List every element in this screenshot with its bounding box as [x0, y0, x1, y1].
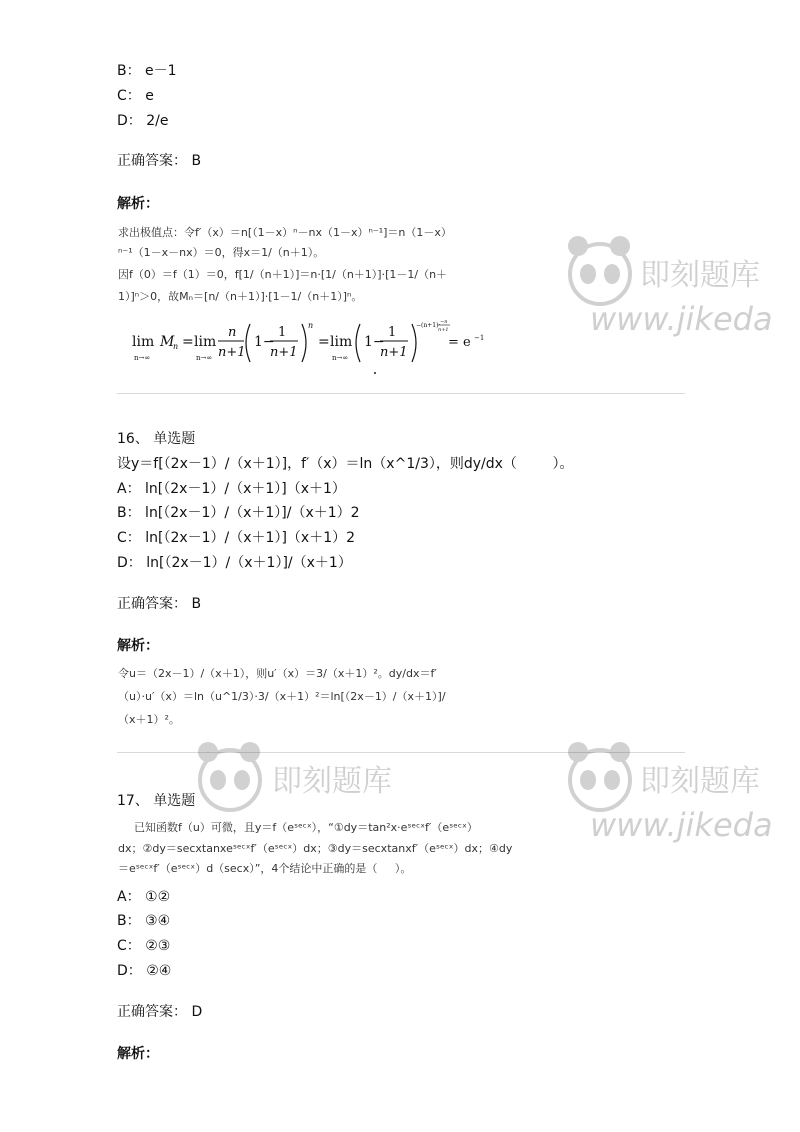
formula-frac-num: n	[228, 325, 237, 340]
q16-analysis-line-3: （x＋1）²。	[118, 713, 180, 726]
formula-exp-n: n	[308, 321, 314, 330]
limit-formula	[130, 318, 490, 370]
formula-M-sub: n	[173, 342, 179, 351]
svg-text:=: =	[318, 334, 330, 350]
q16-option-d: D： ln[（2x－1）/（x＋1）]/（x＋1）	[117, 555, 352, 571]
panda-watermark-icon	[190, 738, 270, 818]
q17-header: 17、 单选题	[117, 793, 196, 809]
q16-option-b: B： ln[（2x－1）/（x＋1）]/（x＋1）2	[117, 505, 360, 521]
q15-option-b: B： e－1	[117, 63, 177, 79]
formula-lim-sub-3: n→∞	[332, 354, 349, 362]
q17-question-line-2: dx；②dy＝secxtanxeˢᵉᶜˣf′（eˢᵉᶜˣ）dx；③dy＝secxtanxf′（eˢᵉᶜˣ）dx；④dy	[118, 842, 513, 855]
formula-frac-den: n+1	[218, 345, 246, 360]
q17-analysis-label: 解析：	[117, 1046, 159, 1062]
formula-lim-3: lim	[330, 334, 353, 350]
q16-answer: 正确答案： B	[117, 596, 202, 612]
q15-option-c: C： e	[117, 88, 154, 104]
divider-1	[117, 393, 685, 394]
q16-question: 设y＝f[（2x－1）/（x＋1）]，f′（x）＝ln（x^1/3），则dy/dx（ ）。	[117, 456, 574, 472]
formula-lim-sub-2: n→∞	[196, 354, 213, 362]
formula-result: = e	[448, 335, 471, 350]
formula-one-minus-1: 1−	[254, 334, 275, 350]
svg-text:=: =	[182, 334, 194, 350]
q15-analysis-line-2: ⁿ⁻¹（1－x－nx）＝0，得x＝1/（n＋1）。	[118, 246, 325, 259]
q17-option-d: D： ②④	[117, 963, 172, 979]
formula-one-minus-2: 1−	[364, 334, 385, 350]
q16-analysis-line-2: （u）·u′（x）＝ln（u^1/3）·3/（x＋1）²＝ln[（2x－1）/（x＋1）]/	[118, 690, 446, 703]
q15-analysis-line-1: 求出极值点：令f′（x）＝n[（1－x）ⁿ－nx（1－x）ⁿ⁻¹]＝n（1－x）	[118, 226, 452, 239]
watermark-brand-1: 即刻题库	[640, 258, 760, 293]
q15-analysis-line-3: 因f（0）＝f（1）＝0，f[1/（n＋1）]＝n·[1/（n＋1）]·[1－1/（n＋	[118, 268, 448, 281]
q17-question-line-1: 已知函数f（u）可微，且y＝f（eˢᵉᶜˣ），“①dy＝tan²x·eˢᵉᶜˣf′（eˢᵉᶜˣ）	[134, 821, 478, 834]
q16-option-a: A： ln[（2x－1）/（x＋1）]（x＋1）	[117, 481, 346, 497]
q15-analysis-label: 解析：	[117, 196, 159, 212]
stray-dot	[374, 372, 376, 374]
watermark-url-2: www.jikeda	[590, 806, 773, 844]
q17-answer: 正确答案： D	[117, 1004, 203, 1020]
formula-exp2-den: n+1	[438, 327, 449, 333]
formula-inner-num-1: 1	[278, 325, 287, 340]
watermark-url-1: www.jikeda	[590, 300, 773, 338]
q15-option-d: D： 2/e	[117, 113, 169, 129]
formula-result-exp: −1	[474, 334, 485, 342]
q17-option-a: A： ①②	[117, 889, 171, 905]
formula-inner-den-2: n+1	[380, 345, 408, 360]
formula-exp2: −(n+1)·	[416, 322, 441, 329]
q17-option-c: C： ②③	[117, 938, 171, 954]
q17-question-line-3: ＝eˢᵉᶜˣf′（eˢᵉᶜˣ）d（secx）”，4个结论中正确的是（ ）。	[118, 862, 412, 875]
q16-header: 16、 单选题	[117, 431, 196, 447]
q16-analysis-label: 解析：	[117, 638, 159, 654]
watermark-brand-3: 即刻题库	[640, 764, 760, 799]
q15-answer: 正确答案： B	[117, 153, 202, 169]
formula-lim-2: lim	[194, 334, 217, 350]
formula-inner-num-2: 1	[388, 325, 397, 340]
formula-lim-1: lim	[132, 334, 155, 350]
formula-inner-den-1: n+1	[270, 345, 298, 360]
formula-exp2-num: −n	[440, 319, 448, 325]
q17-option-b: B： ③④	[117, 913, 171, 929]
q16-option-c: C： ln[（2x－1）/（x＋1）]（x＋1）2	[117, 530, 356, 546]
formula-M: M	[160, 334, 175, 350]
formula-lim-sub-1: n→∞	[134, 354, 151, 362]
q16-analysis-line-1: 令u＝（2x－1）/（x＋1），则u′（x）＝3/（x＋1）²。dy/dx＝f′	[118, 667, 437, 680]
q15-analysis-line-4: 1）]ⁿ＞0，故Mₙ＝[n/（n＋1）]·[1－1/（n＋1）]ⁿ。	[118, 290, 363, 303]
watermark-brand-2: 即刻题库	[272, 764, 392, 799]
